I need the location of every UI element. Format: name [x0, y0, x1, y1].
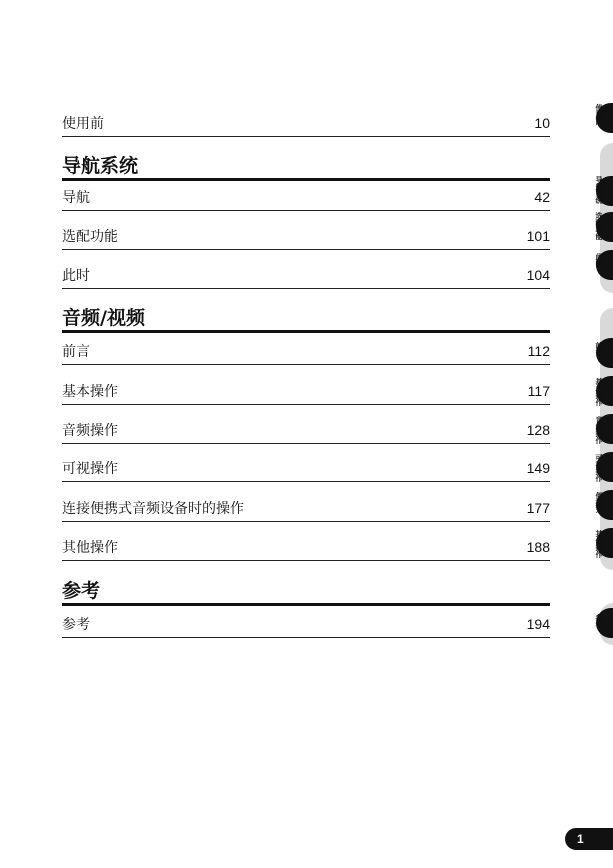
toc-entry-page: 149 — [526, 460, 550, 476]
toc-entry-label: 连接便携式音频设备时的操作 — [62, 501, 244, 517]
side-tab-label: 使用前 — [595, 104, 603, 125]
toc-entry-label: 使用前 — [62, 116, 104, 132]
page-number: 1 — [577, 832, 584, 846]
toc-entry-visual-operations[interactable] — [62, 455, 550, 482]
toc-entry-label: 选配功能 — [62, 229, 118, 245]
toc-entry-label: 基本操作 — [62, 384, 118, 400]
toc-entry-portable-audio[interactable] — [62, 495, 550, 522]
toc-entry-label: 其他操作 — [62, 540, 118, 556]
toc-entry-label: 音频操作 — [62, 423, 118, 439]
side-tab-label: 选配功能 — [595, 212, 603, 240]
toc-entry-label: 导航 — [62, 190, 90, 206]
toc-entry-basic-operations[interactable] — [62, 378, 550, 405]
side-tab-label: 此时 — [595, 253, 603, 267]
side-tab-label: 其他操作 — [595, 530, 603, 558]
side-tab-label: 可视操作 — [595, 454, 603, 482]
toc-entry-page: 117 — [527, 383, 550, 399]
toc-entry-reference[interactable] — [62, 611, 550, 638]
section-heading-audio-video: 音频/视频 — [62, 302, 550, 333]
side-tab-label: 导航系统 — [595, 176, 603, 204]
toc-entry-options[interactable] — [62, 223, 550, 250]
section-heading-reference: 参考 — [62, 575, 550, 606]
toc-entry-introduction[interactable] — [62, 338, 550, 365]
toc-entry-page: 101 — [526, 228, 550, 244]
toc-entry-before-use[interactable] — [62, 110, 550, 137]
side-tab-label: 参考 — [595, 614, 603, 628]
page-number-badge — [565, 828, 613, 850]
side-tab-label: 前言 — [595, 342, 603, 356]
toc-entry-page: 112 — [527, 343, 550, 359]
toc-entry-page: 10 — [534, 115, 550, 131]
toc-entry-navigation[interactable] — [62, 184, 550, 211]
section-heading-navigation: 导航系统 — [62, 150, 550, 181]
toc-entry-label: 此时 — [62, 268, 90, 284]
toc-entry-audio-operations[interactable] — [62, 417, 550, 444]
side-tab-label: 基本操作 — [595, 378, 603, 406]
toc-entry-page: 177 — [526, 500, 550, 516]
toc-entry-page: 194 — [526, 616, 550, 632]
side-tab-label: 音频操作 — [595, 416, 603, 444]
toc-entry-label: 参考 — [62, 617, 90, 633]
toc-entry-label: 可视操作 — [62, 461, 118, 477]
side-tab-label: 便携式 — [595, 492, 603, 513]
toc-entry-page: 188 — [526, 539, 550, 555]
toc-entry-label: 前言 — [62, 344, 90, 360]
toc-entry-at-this-time[interactable] — [62, 262, 550, 289]
toc-entry-page: 104 — [526, 267, 550, 283]
toc-entry-page: 42 — [534, 189, 550, 205]
toc-entry-other-operations[interactable] — [62, 534, 550, 561]
toc-entry-page: 128 — [526, 422, 550, 438]
